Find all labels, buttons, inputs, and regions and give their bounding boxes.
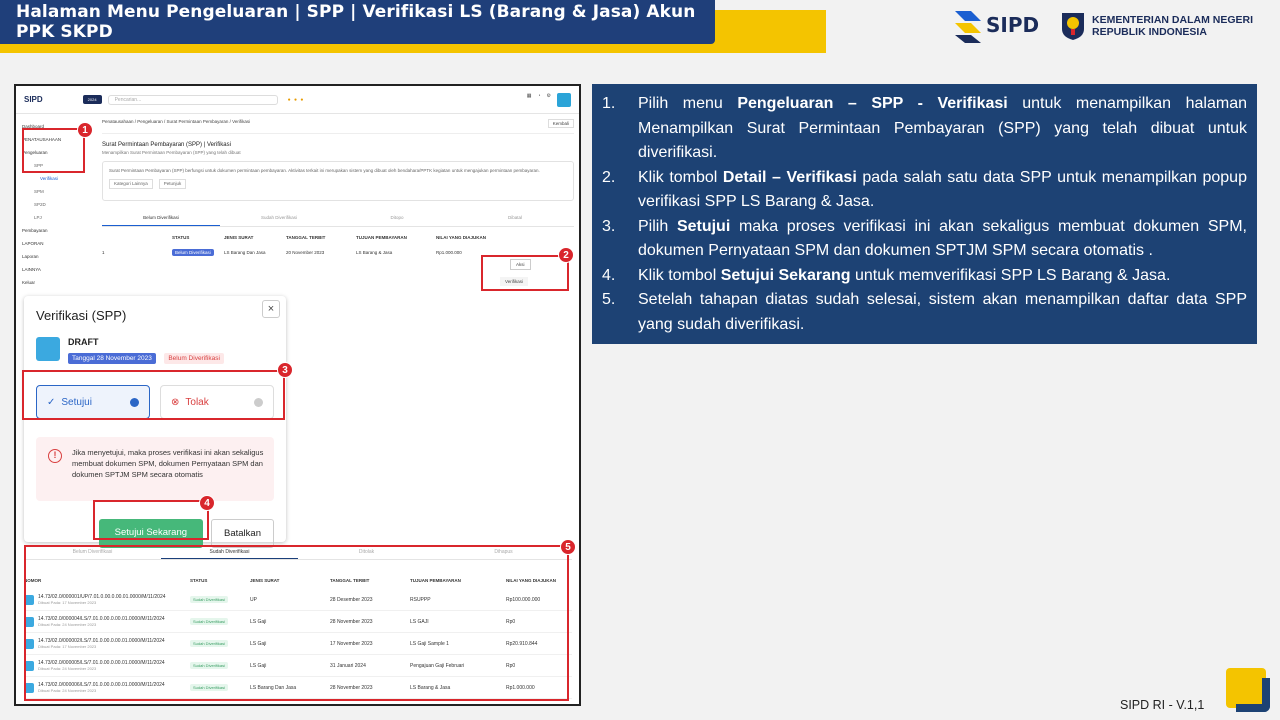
- year-button[interactable]: 2024: [83, 95, 102, 104]
- x-circle-icon: ⊗: [171, 396, 180, 408]
- info-text: Surat Permintaan Pembayaran (SPP) berfungsi untuk dokumen permintaan pembayaran. Aktivitas terkait ini merupakan sistem yang dibuat oleh bendahara/PPTK kegiatan untuk mengajukan permintaan pembayaran.: [109, 168, 540, 173]
- table-header: [102, 235, 574, 240]
- row-nilai: Rp1.000.000: [506, 684, 535, 691]
- status-badge: Belum Diverifikasi: [172, 249, 214, 256]
- highlight-step-3: [22, 370, 285, 420]
- highlight-step-5: [24, 545, 569, 701]
- header-bar: [0, 0, 715, 44]
- row-tujuan: LS Gaji Sample 1: [410, 640, 449, 647]
- step-badge-1: 1: [77, 122, 93, 138]
- step-bold: Pengeluaran – SPP - Verifikasi: [737, 95, 1008, 112]
- row-tujuan: LS Barang & Jasa: [356, 250, 393, 255]
- draft-status: DRAFT: [68, 337, 99, 347]
- row-nilai: Rp20.910.844: [506, 640, 538, 647]
- republic-name: REPUBLIK INDONESIA: [1092, 26, 1207, 38]
- step-number: 4.: [602, 266, 616, 284]
- avatar[interactable]: [557, 93, 571, 107]
- settings-icon[interactable]: ⚙: [546, 92, 551, 99]
- highlight-step-4: [93, 500, 209, 540]
- row-nomor: 14.73/02.0/000006/LS/7.01.0.00.0.00.01.0000/M/11/2024: [38, 682, 165, 688]
- sidebar-item-laporan[interactable]: Laporan: [22, 254, 39, 259]
- warning-text: Jika menyetujui, maka proses verifikasi ini akan sekaligus membuat dokumen SPM, dokumen Pernyataan SPM dan dokumen SPTJM SPM secara otomatis: [72, 448, 264, 479]
- row-tujuan: Pengajuan Gaji Februari: [410, 662, 465, 669]
- step-text: untuk memverifikasi SPP LS Barang & Jasa.: [850, 266, 1171, 284]
- row-nomor: 1: [102, 250, 105, 255]
- instruction-step: [600, 92, 1247, 166]
- status-badge: Sudah Diverifikasi: [190, 662, 228, 669]
- sidebar-item-pembayaran[interactable]: Pembayaran: [22, 228, 48, 233]
- row-created: Dibuat Pada: 17 November 2023: [38, 600, 97, 605]
- sidebar-item-spp[interactable]: SPP: [34, 163, 44, 168]
- step-text: Setelah tahapan diatas sudah selesai, sistem akan menampilkan daftar data SPP yang sudah diverifikasi.: [638, 291, 1247, 333]
- status-badge: Sudah Diverifikasi: [190, 596, 228, 603]
- modal-title: Verifikasi (SPP): [36, 308, 127, 323]
- th-tujuan: TUJUAN PEMBAYARAN: [356, 235, 407, 240]
- sidebar-section-penatausahaan: PENATAUSAHAAN: [22, 137, 62, 142]
- row-created: Dibuat Pada: 24 November 2023: [38, 622, 97, 627]
- row-jenis: LS Gaji: [250, 662, 267, 669]
- row-nilai: Rp1.000.000: [436, 250, 462, 255]
- verification-status-badge: Belum Diverifikasi: [164, 353, 224, 364]
- step-text: Pilih menu: [638, 95, 738, 112]
- step-badge-4: 4: [199, 495, 215, 511]
- warning-box: [36, 437, 274, 501]
- info-button-kategori[interactable]: Kategori Lainnya: [109, 179, 153, 189]
- search-input[interactable]: Pencarian...: [108, 95, 278, 105]
- sidebar-item-spm[interactable]: SPM: [34, 189, 44, 194]
- row-jenis: LS Gaji: [250, 618, 267, 625]
- th-jenis: JENIS SURAT: [250, 578, 280, 583]
- document-icon: [36, 337, 60, 361]
- row-nomor: 14.73/02.0/000005/LS/7.01.0.00.0.00.01.0000/M/11/2024: [38, 660, 165, 666]
- instructions-panel: [592, 84, 1257, 344]
- row-nilai: Rp100.000.000: [506, 596, 541, 603]
- row-jenis: UP: [250, 596, 257, 603]
- ministry-name: KEMENTERIAN DALAM NEGERI: [1092, 14, 1254, 26]
- sidebar-section-laporan: LAPORAN: [22, 241, 44, 246]
- instruction-step: [600, 166, 1247, 215]
- sipd-logo-mark-icon: [953, 7, 983, 43]
- tab-sudah-diverifikasi[interactable]: Sudah Diverifikasi: [260, 215, 297, 220]
- date-badge: Tanggal 28 November 2023: [68, 353, 156, 364]
- th-nilai: NILAI YANG DIAJUKAN: [506, 578, 557, 583]
- step-badge-2: 2: [558, 247, 574, 263]
- instruction-step: [600, 288, 1247, 337]
- tab-belum-diverifikasi[interactable]: Belum Diverifikasi: [72, 549, 113, 555]
- ministry-logo: [1060, 10, 1280, 42]
- row-nilai: Rp0: [506, 618, 516, 625]
- breadcrumb: Penatausahaan / Pengeluaran / Surat Permintaan Pembayaran / Verifikasi: [102, 119, 251, 124]
- highlight-step-1: [22, 128, 85, 173]
- th-jenis: JENIS SURAT: [224, 235, 254, 240]
- step-number: 3.: [602, 217, 616, 235]
- row-tanggal: 17 November 2023: [330, 640, 373, 647]
- th-nomor: NOMOR: [24, 578, 42, 583]
- row-nomor: 14.73/02.0/000001/UP/7.01.0.00.0.00.01.0000/M/11/2024: [38, 594, 166, 600]
- step-text: Klik tombol: [638, 168, 723, 186]
- row-jenis: LS Gaji: [250, 640, 267, 647]
- sidebar-item-verifikasi[interactable]: Verifikasi: [40, 176, 59, 181]
- row-jenis: LS Barang Dan Jasa: [250, 684, 297, 691]
- step-text: Pilih: [638, 217, 677, 235]
- row-nomor: 14.73/02.0/000002/LS/7.01.0.00.0.00.01.0000/M/11/2024: [38, 638, 165, 644]
- page-title: Halaman Menu Pengeluaran | SPP | Verifikasi LS (Barang & Jasa) Akun PPK SKPD: [16, 2, 696, 42]
- row-tujuan: LS Barang & Jasa: [410, 684, 451, 691]
- row-created: Dibuat Pada: 24 November 2023: [38, 688, 97, 693]
- th-status: STATUS: [172, 235, 190, 240]
- step-text: pada salah satu data SPP untuk menampilkan popup verifikasi SPP LS Barang & Jasa.: [638, 168, 1247, 210]
- tab-ditolak[interactable]: Ditolak: [358, 549, 375, 555]
- row-tujuan: RSUPPP: [410, 596, 431, 603]
- th-tanggal: TANGGAL TERBIT: [330, 578, 370, 583]
- sidebar-section-lainnya: LAINNYA: [22, 267, 41, 272]
- app-topbar: [16, 86, 579, 114]
- step-text: Klik tombol: [638, 266, 721, 284]
- row-tanggal: 28 November 2023: [330, 684, 373, 691]
- close-icon[interactable]: ×: [262, 300, 280, 318]
- row-tanggal: 31 Januari 2024: [330, 662, 366, 669]
- row-nomor: 14.73/02.0/000004/LS/7.01.0.00.0.00.01.0000/M/11/2024: [38, 616, 165, 622]
- step-badge-3: 3: [277, 362, 293, 378]
- cancel-button[interactable]: Batalkan: [211, 519, 274, 548]
- info-box: [102, 161, 574, 201]
- sidebar-item-pengeluaran[interactable]: Pengeluaran: [22, 150, 48, 155]
- tab-dihapus[interactable]: Dihapus: [494, 549, 513, 555]
- ministry-emblem-icon: [1060, 11, 1086, 41]
- info-icon: !: [48, 449, 62, 463]
- step-text: maka proses verifikasi ini akan sekaligus membuat dokumen SPM, dokumen Pernyataan SPM dan dokumen SPTJM SPM secara otomatis .: [638, 217, 1247, 259]
- status-badge: Sudah Diverifikasi: [190, 618, 228, 625]
- approve-now-button[interactable]: Setujui Sekarang: [99, 519, 203, 548]
- step-bold: Detail – Verifikasi: [722, 168, 857, 186]
- reject-label: Tolak: [185, 396, 209, 408]
- step-number: 1.: [602, 95, 616, 112]
- tab-sudah-diverifikasi[interactable]: Sudah Diverifikasi: [161, 546, 298, 559]
- step-bold: Setujui Sekarang: [720, 266, 851, 284]
- sipd-logo-text: SIPD: [986, 13, 1040, 37]
- sipd-logo: [953, 6, 1053, 44]
- instruction-step: [600, 264, 1247, 289]
- step-bold: Setujui: [676, 217, 731, 235]
- app-logo: SIPD: [24, 95, 43, 104]
- row-created: Dibuat Pada: 24 November 2023: [38, 666, 97, 671]
- spp-tabs: [102, 211, 574, 227]
- step-text: untuk menampilkan halaman Menampilkan Surat Permintaan Pembayaran (SPP) yang telah dibuat untuk diverifikasi.: [638, 95, 1247, 161]
- th-tanggal: TANGGAL TERBIT: [286, 235, 326, 240]
- status-badge: Sudah Diverifikasi: [190, 684, 228, 691]
- sidebar-item-sp2d[interactable]: SP2D: [34, 202, 46, 207]
- th-nilai: NILAI YANG DIAJUKAN: [436, 235, 487, 240]
- bell-icon[interactable]: ◔: [537, 92, 541, 99]
- spp-page-title: Surat Permintaan Pembayaran (SPP) | Verifikasi: [102, 142, 231, 148]
- step-number: 5.: [602, 291, 616, 308]
- row-tanggal: 28 November 2023: [330, 618, 373, 625]
- highlight-step-2: [481, 255, 569, 291]
- version-label: SIPD RI - V.1,1: [1120, 698, 1205, 712]
- check-circle-icon: ✓: [47, 396, 56, 408]
- approve-label: Setujui: [61, 396, 92, 408]
- sidebar-item-dashboard[interactable]: Dashboard: [22, 124, 45, 129]
- row-tanggal: 20 November 2023: [286, 250, 325, 255]
- sidebar-item-keluar[interactable]: Keluar: [22, 280, 36, 285]
- corner-decoration-frame: [1236, 678, 1270, 712]
- row-created: Dibuat Pada: 17 November 2023: [38, 644, 97, 649]
- back-button[interactable]: Kembali: [548, 119, 574, 128]
- verifikasi-menu-item[interactable]: Verifikasi: [500, 277, 528, 286]
- status-dots-icon: ● ● ●: [287, 96, 305, 103]
- aksi-dropdown[interactable]: Aksi: [510, 259, 531, 270]
- row-nilai: Rp0: [506, 662, 516, 669]
- tab-ditopo[interactable]: Ditopo: [390, 215, 404, 220]
- step-number: 2.: [602, 168, 616, 186]
- status-badge: Sudah Diverifikasi: [190, 640, 228, 647]
- grid-icon[interactable]: ▦: [526, 92, 532, 99]
- info-button-petunjuk[interactable]: Petunjuk: [159, 179, 187, 189]
- instruction-step: [600, 215, 1247, 264]
- tab-belum-diverifikasi[interactable]: Belum Diverifikasi: [102, 211, 220, 226]
- row-tanggal: 28 Desember 2023: [330, 596, 373, 603]
- sidebar-item-lpj[interactable]: LPJ: [34, 215, 42, 220]
- th-tujuan: TUJUAN PEMBAYARAN: [410, 578, 461, 583]
- row-tujuan: LS GAJI: [410, 618, 429, 625]
- row-jenis: LS Barang Dan Jasa: [224, 250, 266, 255]
- tab-dibatal[interactable]: Dibatal: [507, 215, 522, 220]
- step-badge-5: 5: [560, 539, 576, 555]
- spp-page-subtitle: Menampilkan Surat Permintaan Pembayaran (SPP) yang telah dibuat: [102, 150, 241, 155]
- th-status: STATUS: [190, 578, 208, 583]
